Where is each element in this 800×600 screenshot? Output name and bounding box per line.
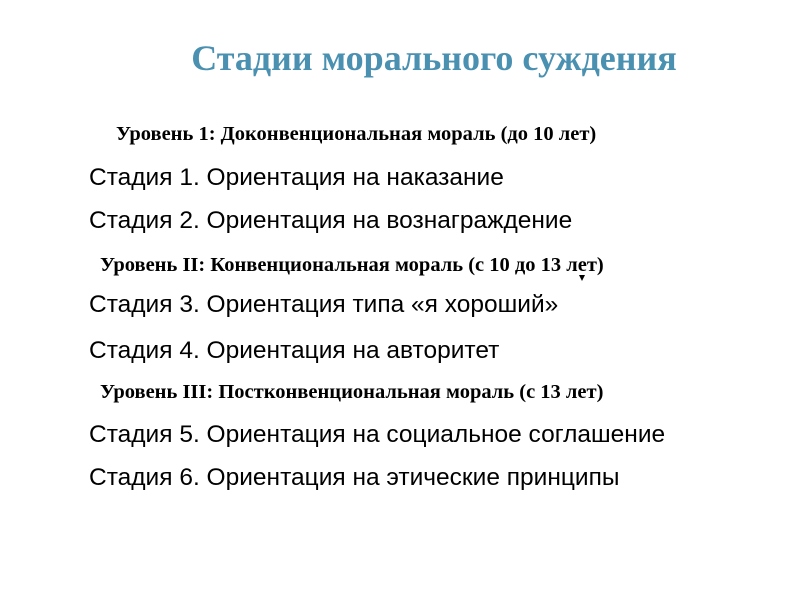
stage-2-text: Стадия 2. Ориентация на вознаграждение — [89, 207, 573, 234]
stage-4-text: Стадия 4. Ориентация на авторитет — [89, 337, 500, 364]
stage-6-text: Стадия 6. Ориентация на этические принципы — [89, 464, 620, 491]
level-3-heading: Уровень III: Постконвенциональная мораль (с 13 лет) — [100, 381, 604, 403]
level-2-heading: Уровень II: Конвенциональная мораль (с 10 до 13 лет) — [100, 254, 604, 276]
stage-5-text: Стадия 5. Ориентация на социальное соглашение — [89, 421, 666, 448]
slide-title: Стадии морального суждения — [191, 38, 677, 78]
cursor-caret-icon — [579, 275, 585, 281]
stage-3-text: Стадия 3. Ориентация типа «я хороший» — [89, 291, 559, 318]
stage-1-text: Стадия 1. Ориентация на наказание — [89, 164, 504, 191]
level-1-heading: Уровень 1: Доконвенциональная мораль (до 10 лет) — [116, 123, 597, 145]
